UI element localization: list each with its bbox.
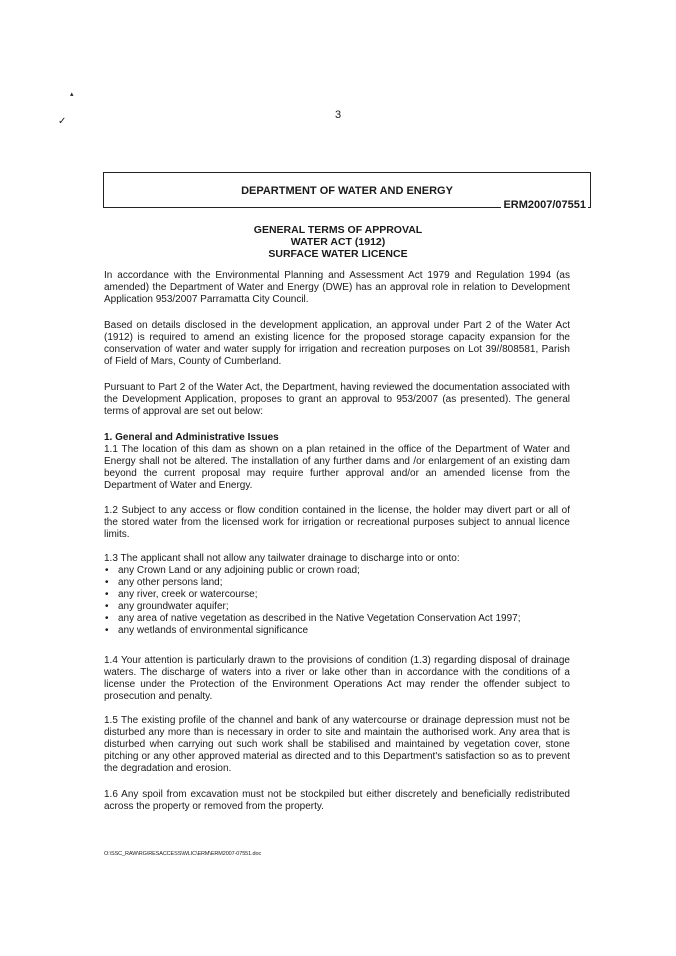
- header-box: [103, 172, 591, 211]
- intro-paragraph: Pursuant to Part 2 of the Water Act, the Department, having reviewed the documentation associated with the Development Application, proposes to grant an approval to 953/2007 (as presented). The general terms of approval are set out below:: [104, 382, 570, 417]
- section-heading: 1. General and Administrative Issues: [104, 432, 279, 443]
- department-title: DEPARTMENT OF WATER AND ENERGY: [241, 185, 453, 197]
- title-line: GENERAL TERMS OF APPROVAL: [253, 224, 423, 236]
- list-item: • any groundwater aquifer;: [104, 601, 570, 613]
- condition-1-1: 1.1 The location of this dam as shown on a plan retained in the office of the Department of Water and Energy shall not be altered. The installation of any further dams and /or enlargement of an existing dam beyond the current proposal may require further approval and/or an amended license from the Department of Water and Energy.: [104, 444, 570, 491]
- list-item: • any Crown Land or any adjoining public or crown road;: [104, 565, 570, 577]
- check-mark: ✓: [58, 116, 67, 127]
- title-line: SURFACE WATER LICENCE: [268, 248, 408, 260]
- title-line: WATER ACT (1912): [290, 236, 386, 248]
- condition-1-3-intro: 1.3 The applicant shall not allow any tailwater drainage to discharge into or onto:: [104, 553, 460, 564]
- intro-paragraph: Based on details disclosed in the development application, an approval under Part 2 of the Water Act (1912) is required to amend an existing licence for the proposed storage capacity expansion for the conservation of water and water supply for irrigation and recreation purposes on Lot 39//808581, Parish of Field of Mars, County of Cumberland.: [104, 320, 570, 367]
- margin-mark: ▴: [70, 91, 74, 98]
- reference-number: ERM2007/07551: [503, 199, 586, 211]
- condition-1-6: 1.6 Any spoil from excavation must not be stockpiled but either discretely and beneficially redistributed across the property or removed from the property.: [104, 789, 570, 812]
- condition-1-3: [104, 553, 570, 637]
- list-item: • any river, creek or watercourse;: [104, 589, 570, 601]
- tailwater-list: [104, 565, 570, 637]
- condition-1-5: 1.5 The existing profile of the channel and bank of any watercourse or drainage depression must not be disturbed any more than is necessary in order to site and maintain the authorised work. Any area that is disturbed when carrying out such work shall be stabilised and maintained by vegetation cover, stone pitching or any other approved material as directed and to this Department's satisfaction so as to prevent the degradation and erosion.: [104, 715, 570, 774]
- condition-1-4: 1.4 Your attention is particularly drawn to the provisions of condition (1.3) regarding disposal of drainage waters. The discharge of waters into a river or lake other than in accordance with the conditions of a license under the Protection of the Environment Operations Act may render the offender subject to prosecution and penalty.: [104, 655, 570, 702]
- condition-1-2: 1.2 Subject to any access or flow condition contained in the license, the holder may divert part or all of the stored water from the licensed work for irrigation or recreational purposes subject to annual licence limits.: [104, 505, 570, 540]
- list-item: • any wetlands of environmental significance: [104, 625, 570, 637]
- approval-titles: [0, 224, 676, 260]
- footer-file-path: O:\SSC_RAW\RG\RESACCESS\WLIC\ERM\ERM2007-07551.doc: [104, 851, 262, 857]
- section-1: [104, 432, 570, 492]
- list-item: • any area of native vegetation as described in the Native Vegetation Conservation Act 1997;: [104, 613, 570, 625]
- list-item: • any other persons land;: [104, 577, 570, 589]
- intro-paragraph: In accordance with the Environmental Planning and Assessment Act 1979 and Regulation 1994 (as amended) the Department of Water and Energy (DWE) has an approval role in relation to Development Application 953/2007 Parramatta City Council.: [104, 270, 570, 305]
- page-number: 3: [334, 109, 342, 121]
